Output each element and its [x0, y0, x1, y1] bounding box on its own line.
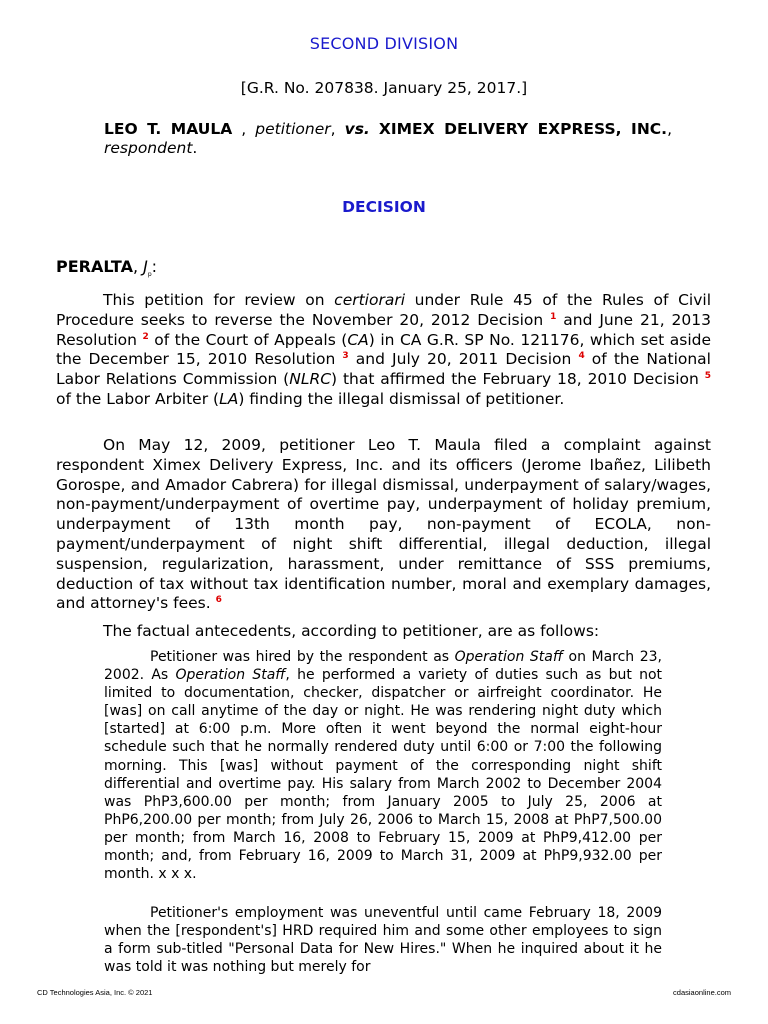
- versus-label: vs.: [344, 120, 370, 138]
- ponente-title: J: [143, 257, 148, 276]
- p1-text-14: ) finding the illegal dismissal of petitioner.: [238, 389, 565, 408]
- p1-text-9: of the National Labor Relations Commission (: [56, 350, 711, 389]
- footnote-link-3[interactable]: 3: [342, 351, 349, 362]
- p1-certiorari: certiorari: [334, 291, 406, 309]
- footnote-link-5[interactable]: 5: [704, 371, 711, 382]
- q1-operation-staff-1: Operation Staff: [454, 649, 563, 665]
- q1-text-5: , he performed a variety of duties such as but not limited to documentation, checker, dispatcher or airfreight coordinator. He [was] on call anytime of the day or night. He was rendering night duty which [started] at 6:00 p.m. More often it went beyond the normal eight-hour schedule such that he normally rendered duty until 6:00 or 7:00 the following morning. This [was] without payment of the corresponding night shift differential and overtime pay. His salary from March 2002 to December 2004 was PhP3,600.00 per month; from January 2005 to July 25, 2006 at PhP6,200.00 per month; from July 26, 2006 to March 15, 2008 at PhP7,500.00 per month; from March 16, 2008 to February 15, 2009 at PhP9,412.00 per month; and, from February 16, 2009 to March 31, 2009 at PhP9,932.00 per month. x x x.: [104, 667, 662, 883]
- respondent-name: XIMEX DELIVERY EXPRESS, INC.: [378, 120, 668, 138]
- q1-text-3: on March 23, 2002. As: [104, 649, 662, 684]
- p1-text-8: and July 20, 2011 Decision: [348, 350, 579, 369]
- p1-text-7: ) in CA G.R. SP No. 121176, which set aside the December 15, 2010 Resolution: [56, 330, 712, 369]
- q2-text: Petitioner's employment was uneventful until came February 18, 2009 when the [respondent's] HRD required him and some other employees to sign a form sub-titled "Personal Data for New Hires." When he inquired about it he was told it was nothing but merely for: [104, 905, 662, 976]
- decision-heading: DECISION: [342, 198, 426, 216]
- p1-text-12: of the Labor Arbiter (: [56, 389, 220, 408]
- paragraph-complaint: [56, 436, 711, 614]
- ponente-name: PERALTA: [56, 257, 133, 276]
- quoted-paragraph-hiring: [104, 648, 662, 883]
- footnote-link-1[interactable]: 1: [550, 311, 557, 322]
- petitioner-role: petitioner: [255, 120, 331, 138]
- footer-copyright: CD Technologies Asia, Inc. © 2021: [37, 988, 153, 997]
- case-parties: LEO T. MAULA , petitioner, vs. XIMEX DELIVERY EXPRESS, INC., respondent.: [104, 120, 672, 157]
- ponente-line: PERALTA, $J_p$:: [56, 257, 158, 279]
- petitioner-name: LEO T. MAULA: [104, 120, 233, 138]
- p1-text-3: under Rule 45 of the Rules of Civil Procedure seeks to reverse the November 20, 2012 Decision: [56, 291, 711, 329]
- paragraph-petition: [56, 291, 711, 410]
- q1-text-1: Petitioner was hired by the respondent as: [150, 649, 455, 665]
- footnote-link-4[interactable]: 4: [578, 351, 585, 362]
- quoted-paragraph-employment: [104, 904, 662, 976]
- division-heading: SECOND DIVISION: [309, 34, 459, 53]
- p1-ca: CA: [347, 330, 369, 349]
- paragraph-antecedents: [56, 622, 711, 642]
- p2-text: On May 12, 2009, petitioner Leo T. Maula filed a complaint against respondent Ximex Delivery Express, Inc. and its officers (Jerome Ibañez, Lilibeth Gorospe, and Amador Cabrera) for illegal dismissal, underpayment of salary/wages, non-payment/underpayment of overtime pay, underpayment of holiday premium, underpayment of 13th month pay, non-payment of ECOLA, non-payment/underpayment of night shift differential, illegal deduction, illegal suspension, regularization, harassment, under remittance of SSS premiums, deduction of tax without tax identification number, moral and exemplary damages, and attorney's fees.: [56, 436, 711, 613]
- footnote-link-2[interactable]: 2: [142, 331, 149, 342]
- p1-text-5: of the Court of Appeals (: [148, 330, 348, 349]
- p1-nlrc: NLRC: [289, 370, 332, 389]
- respondent-role: respondent: [104, 139, 193, 157]
- p1-text-1: This petition for review on: [103, 291, 335, 309]
- ponente-title-sub: p: [147, 271, 152, 279]
- p1-text-11: ) that affirmed the February 18, 2010 Decision: [331, 370, 705, 389]
- q1-operation-staff-2: Operation Staff: [175, 667, 286, 684]
- footer-website[interactable]: cdasiaonline.com: [673, 988, 731, 997]
- p3-text: The factual antecedents, according to petitioner, are as follows:: [103, 622, 600, 640]
- footnote-link-6[interactable]: 6: [215, 595, 222, 606]
- p1-text-4: and June 21, 2013 Resolution: [56, 310, 711, 349]
- p1-la: LA: [219, 389, 239, 408]
- case-number: [G.R. No. 207838. January 25, 2017.]: [240, 79, 528, 97]
